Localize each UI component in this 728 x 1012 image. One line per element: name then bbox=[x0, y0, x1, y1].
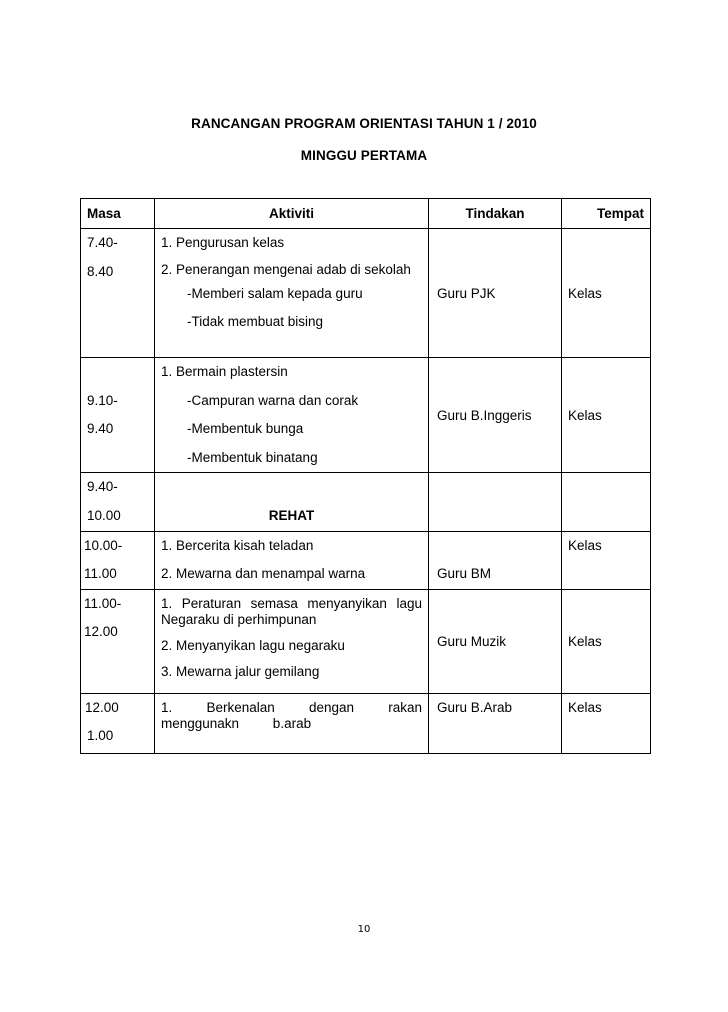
aktiviti-cell bbox=[155, 531, 429, 589]
header-tindakan: Tindakan bbox=[429, 199, 562, 229]
masa-start: 12.00 bbox=[85, 699, 119, 715]
tindakan-value: Guru B.Inggeris bbox=[437, 407, 532, 423]
aktiviti-cell bbox=[155, 358, 429, 473]
tindakan-cell bbox=[429, 693, 562, 753]
masa-end: 12.00 bbox=[84, 624, 118, 640]
masa-end: 10.00 bbox=[87, 507, 121, 523]
tempat-cell bbox=[562, 229, 651, 358]
aktiviti-item: 1. Peraturan semasa menyanyikan lagu Negaraku di perhimpunan bbox=[161, 595, 422, 627]
tempat-cell bbox=[562, 693, 651, 753]
masa-cell bbox=[81, 531, 155, 589]
table-row bbox=[81, 473, 651, 531]
tindakan-cell bbox=[429, 589, 562, 693]
masa-start: 9.40- bbox=[87, 479, 118, 495]
aktiviti-item: -Campuran warna dan corak bbox=[187, 392, 359, 408]
table-row bbox=[81, 229, 651, 358]
tempat-value: Kelas bbox=[568, 699, 602, 715]
tindakan-cell bbox=[429, 473, 562, 531]
aktiviti-cell bbox=[155, 693, 429, 753]
tindakan-value: Guru BM bbox=[437, 566, 492, 582]
tempat-value: Kelas bbox=[568, 285, 602, 301]
masa-start: 10.00- bbox=[84, 537, 123, 553]
table-row bbox=[81, 589, 651, 693]
aktiviti-cell bbox=[155, 589, 429, 693]
masa-start: 11.00- bbox=[84, 595, 122, 611]
tempat-value: Kelas bbox=[568, 633, 602, 649]
aktiviti-item: 1. Berkenalan dengan rakan menggunakn b.arab bbox=[161, 699, 422, 731]
header-aktiviti: Aktiviti bbox=[155, 199, 429, 229]
tindakan-value: Guru Muzik bbox=[437, 633, 507, 649]
masa-cell bbox=[81, 229, 155, 358]
table-header-row bbox=[81, 199, 651, 229]
schedule-table bbox=[80, 198, 651, 754]
aktiviti-item: 2. Penerangan mengenai adab di sekolah bbox=[161, 261, 411, 277]
aktiviti-item: 2. Mewarna dan menampal warna bbox=[161, 566, 366, 582]
masa-end: 9.40 bbox=[87, 421, 114, 437]
aktiviti-cell bbox=[155, 473, 429, 531]
aktiviti-item: 1. Pengurusan kelas bbox=[161, 235, 285, 250]
aktiviti-item: 2. Menyanyikan lagu negaraku bbox=[161, 637, 345, 653]
tempat-value: Kelas bbox=[568, 537, 602, 553]
aktiviti-item: 1. Bercerita kisah teladan bbox=[161, 537, 314, 553]
aktiviti-item: -Tidak membuat bising bbox=[187, 313, 324, 329]
aktiviti-item: -Memberi salam kepada guru bbox=[187, 285, 363, 301]
masa-cell bbox=[81, 693, 155, 753]
table-row bbox=[81, 358, 651, 473]
aktiviti-item: 3. Mewarna jalur gemilang bbox=[161, 663, 320, 679]
masa-start: 7.40- bbox=[87, 235, 118, 250]
masa-end: 8.40 bbox=[87, 263, 114, 279]
masa-end: 1.00 bbox=[87, 728, 114, 744]
tempat-cell bbox=[562, 358, 651, 473]
masa-cell bbox=[81, 473, 155, 531]
tindakan-value: Guru PJK bbox=[437, 285, 496, 301]
header-masa: Masa bbox=[81, 199, 155, 229]
aktiviti-item: -Membentuk binatang bbox=[187, 449, 318, 465]
tempat-cell bbox=[562, 531, 651, 589]
tindakan-cell bbox=[429, 358, 562, 473]
table-row bbox=[81, 693, 651, 753]
document-subtitle: MINGGU PERTAMA bbox=[300, 148, 428, 163]
header-tempat: Tempat bbox=[562, 199, 651, 229]
rehat-label: REHAT bbox=[268, 507, 315, 523]
tindakan-value: Guru B.Arab bbox=[437, 699, 513, 715]
tempat-value: Kelas bbox=[568, 407, 602, 423]
masa-cell bbox=[81, 589, 155, 693]
tindakan-cell bbox=[429, 229, 562, 358]
table-row bbox=[81, 531, 651, 589]
tempat-cell bbox=[562, 473, 651, 531]
aktiviti-item: -Membentuk bunga bbox=[187, 421, 304, 437]
masa-cell bbox=[81, 358, 155, 473]
masa-start: 9.10- bbox=[87, 392, 118, 408]
tempat-cell bbox=[562, 589, 651, 693]
document-title: RANCANGAN PROGRAM ORIENTASI TAHUN 1 / 2010 bbox=[191, 116, 537, 131]
tindakan-cell bbox=[429, 531, 562, 589]
aktiviti-item: 1. Bermain plastersin bbox=[161, 364, 288, 379]
page-number: 10 bbox=[357, 924, 371, 935]
masa-end: 11.00 bbox=[84, 566, 117, 582]
aktiviti-cell bbox=[155, 229, 429, 358]
